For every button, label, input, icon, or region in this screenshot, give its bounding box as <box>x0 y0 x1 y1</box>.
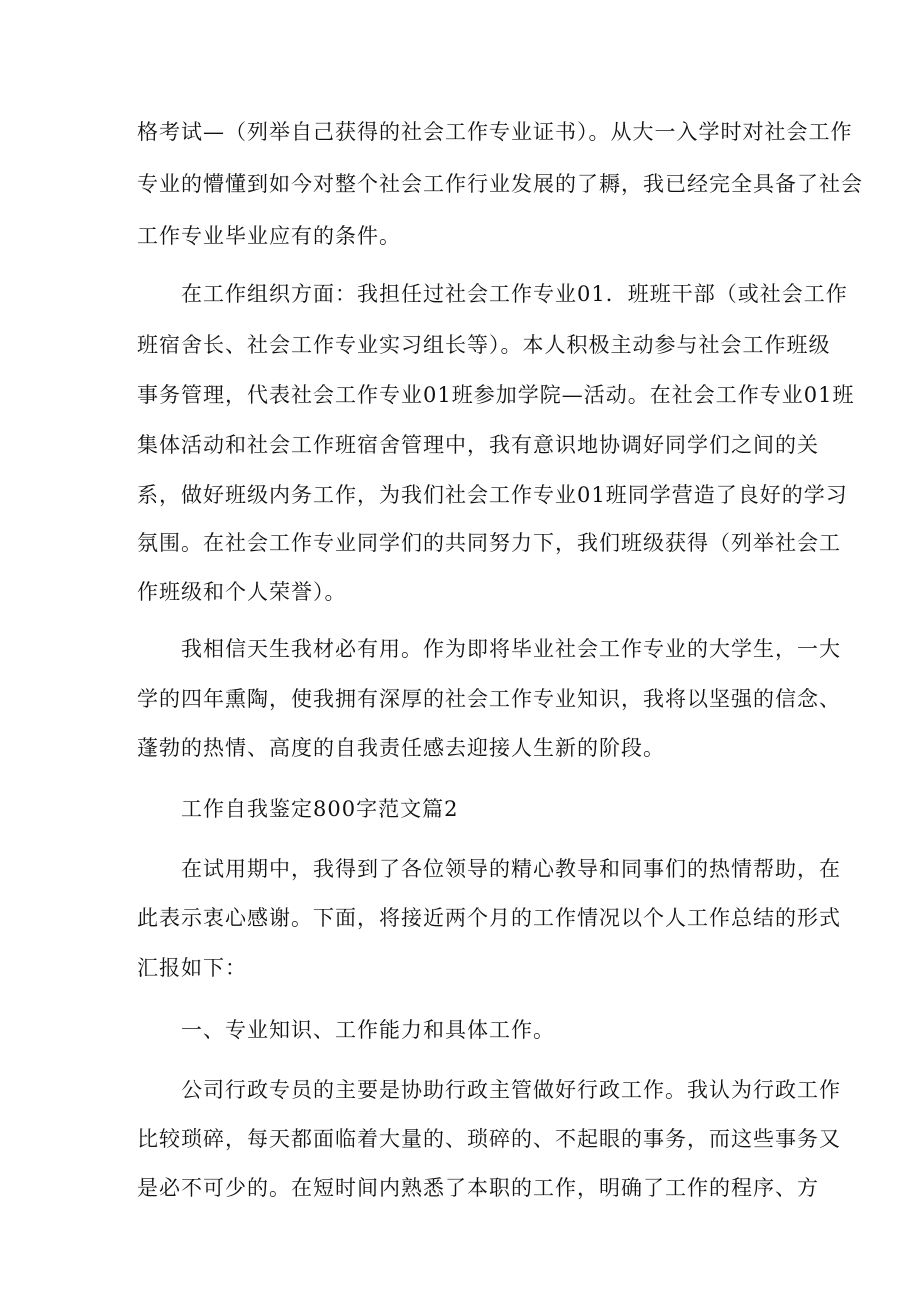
text-line: 汇报如下： <box>137 956 247 980</box>
text-line: 一、专业知识、工作能力和具体工作。 <box>181 1018 555 1042</box>
text-line: 比较琐碎，每天都面临着大量的、琐碎的、不起眼的事务，而这些事务又 <box>137 1127 841 1151</box>
text-line: 公司行政专员的主要是协助行政主管做好行政工作。我认为行政工作 <box>181 1078 841 1102</box>
text-line: 此表示衷心感谢。下面，将接近两个月的工作情况以个人工作总结的形式 <box>137 906 841 930</box>
text-line: 集体活动和社会工作班宿舍管理中，我有意识地协调好同学们之间的关 <box>137 433 819 457</box>
text-line: 在试用期中，我得到了各位领导的精心教导和同事们的热情帮助，在 <box>181 857 841 881</box>
text-line: 工作专业毕业应有的条件。 <box>137 224 401 248</box>
text-line: 作班级和个人荣誉）。 <box>137 580 347 604</box>
text-line: 格考试—（列举自己获得的社会工作专业证书）。从大一入学时对社会工作 <box>137 120 853 144</box>
text-line: 是必不可少的。在短时间内熟悉了本职的工作，明确了工作的程序、方 <box>137 1176 819 1200</box>
text-line: 专业的懵懂到如今对整个社会工作行业发展的了耨，我已经完全具备了社会 <box>137 172 863 196</box>
text-line: 氛围。在社会工作专业同学们的共同努力下，我们班级获得（列举社会工 <box>137 531 841 555</box>
text-line: 事务管理，代表社会工作专业01班参加学院—活动。在社会工作专业01班 <box>137 383 855 407</box>
text-line: 我相信天生我材必有用。作为即将毕业社会工作专业的大学生，一大 <box>181 637 841 661</box>
text-line: 班宿舍长、社会工作专业实习组长等）。本人积极主动参与社会工作班级 <box>137 333 831 357</box>
section-heading: 工作自我鉴定800字范文篇2 <box>181 797 459 821</box>
text-line: 蓬勃的热情、高度的自我责任感去迎接人生新的阶段。 <box>137 736 665 760</box>
text-line: 在工作组织方面：我担任过社会工作专业01．班班干部（或社会工作 <box>181 282 848 306</box>
text-line: 学的四年熏陶，使我拥有深厚的社会工作专业知识，我将以坚强的信念、 <box>137 687 841 711</box>
text-line: 系，做好班级内务工作，为我们社会工作专业01班同学营造了良好的学习 <box>137 483 848 507</box>
